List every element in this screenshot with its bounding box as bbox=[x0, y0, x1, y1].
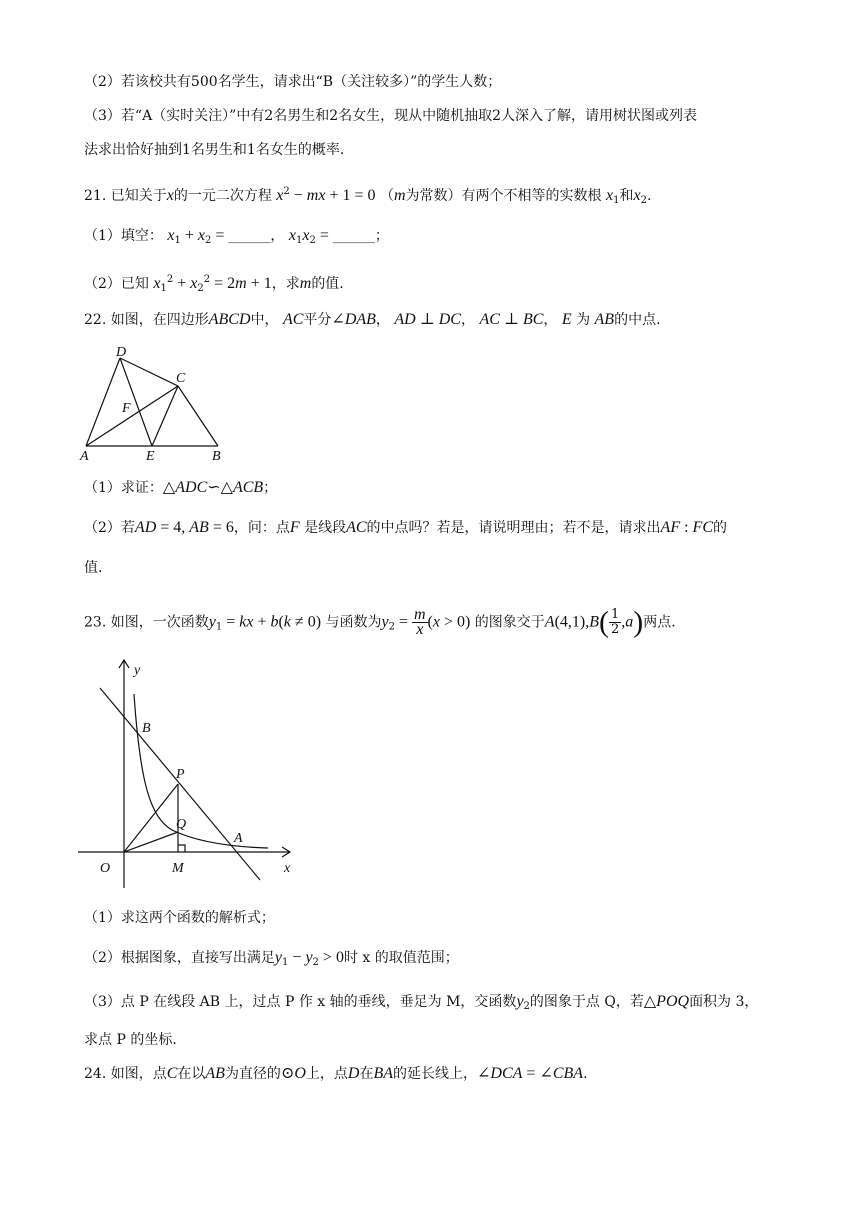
label-B: B bbox=[142, 721, 151, 736]
p21-q2: （2）已知 $x_1^2 + x_2^2 = 2m + 1$，求m的值. bbox=[84, 274, 344, 294]
right-angle-mark bbox=[178, 845, 185, 852]
function-graph bbox=[72, 652, 312, 892]
label-Q: Q bbox=[176, 817, 187, 832]
p22-q1: （1）求证：△ADC∽△ACB； bbox=[84, 479, 278, 496]
p20-q3-line2: 法求出恰好抽到1名男生和1名女生的概率. bbox=[84, 142, 345, 158]
segment-AD bbox=[86, 358, 120, 446]
p23-q1: （1）求这两个函数的解析式； bbox=[84, 910, 275, 926]
segment-CB bbox=[178, 386, 218, 446]
blank-1: ______ bbox=[228, 228, 271, 244]
label-E: E bbox=[146, 449, 155, 464]
label-F: F bbox=[122, 401, 131, 416]
p20-q3-line1: （3）若“A（实时关注）”中有2名男生和2名女生，现从中随机抽取2人深入了解，请用树状图或列表 bbox=[84, 108, 698, 124]
hyperbola-y2 bbox=[134, 694, 268, 848]
p22-stem: 22. 如图，在四边形ABCD中， AC平分∠DAB， AD ⊥ DC， AC ⊥ BC， E 为 AB的中点. bbox=[84, 311, 661, 328]
p23-stem: 23. 如图，一次函数$y_1$ = kx + b(k ≠ 0) 与函数为$y_2$ = $\frac{m}{x}$ (x > 0) 的图象交于A(4,1),B( $\frac{1}{2}$ ,a)两点. bbox=[84, 605, 676, 639]
p21-q1: （1）填空： $x_1 + x_2$ = ______， $x_1x_2$ = ______； bbox=[84, 227, 389, 246]
label-P: P bbox=[176, 767, 185, 782]
segment-AC bbox=[86, 386, 178, 446]
p22-q2-line2: 值. bbox=[84, 560, 103, 576]
label-D: D bbox=[116, 345, 127, 360]
p22-q2: （2）若AD = 4, AB = 6，问：点F 是线段AC的中点吗？若是，请说明理由；若不是，请求出AF : FC的 bbox=[84, 519, 727, 536]
p20-q2: （2）若该校共有500名学生，请求出“B（关注较多）”的学生人数； bbox=[84, 74, 502, 90]
p21-stem: 21. 已知关于x的一元二次方程 $x^2$ − mx + 1 = 0 （m为常数）有两个不相等的实数根 $x_1$和$x_2$. bbox=[84, 186, 652, 206]
label-A: A bbox=[234, 831, 243, 846]
label-A: A bbox=[80, 449, 89, 464]
label-B: B bbox=[212, 449, 221, 464]
p23-q2: （2）根据图象，直接写出满足$y_1 - y_2 > 0$时 x 的取值范围； bbox=[84, 949, 459, 968]
quadrilateral-figure bbox=[76, 340, 236, 466]
label-x: x bbox=[284, 861, 291, 876]
label-O: O bbox=[100, 861, 111, 876]
p23-q3: （3）点 P 在线段 AB 上，过点 P 作 x 轴的垂线，垂足为 M，交函数$y_2$的图象于点 Q，若△POQ面积为 3， bbox=[84, 993, 759, 1012]
p23-q3-line2: 求点 P 的坐标. bbox=[84, 1032, 177, 1048]
label-M: M bbox=[172, 861, 184, 876]
label-C: C bbox=[176, 371, 186, 386]
blank-2: ______ bbox=[332, 228, 375, 244]
label-y: y bbox=[134, 663, 141, 678]
p24-stem: 24. 如图，点C在以AB为直径的⊙O上，点D在BA的延长线上，∠DCA = ∠CBA. bbox=[84, 1065, 588, 1082]
